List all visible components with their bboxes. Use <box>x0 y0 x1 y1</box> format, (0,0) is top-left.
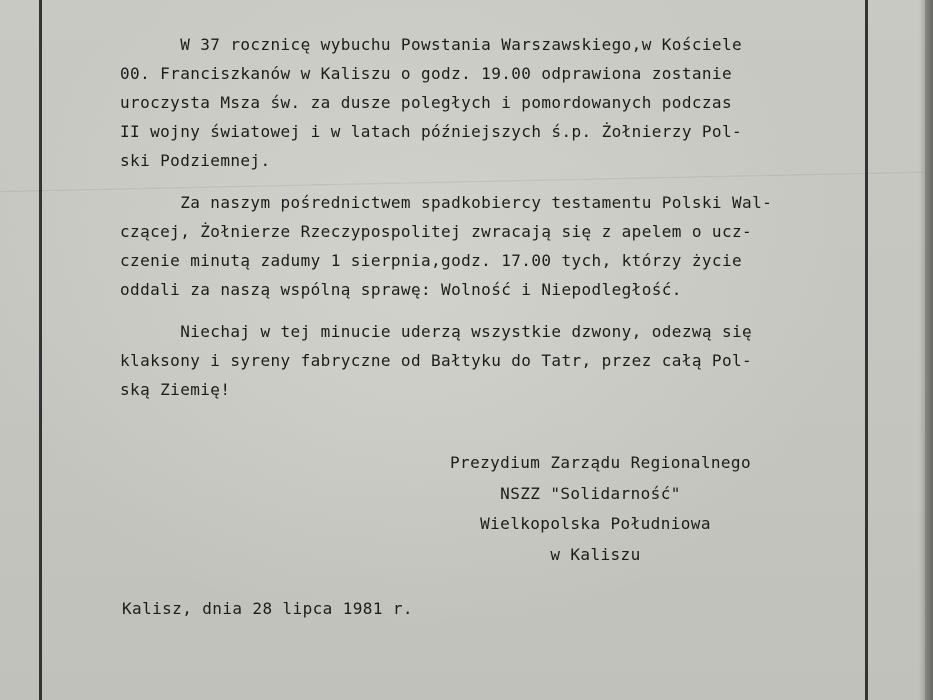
text-line: czącej, Żołnierze Rzeczypospolitej zwracają się z apelem o ucz- <box>120 222 753 241</box>
paragraph-gap <box>120 304 820 317</box>
signature-line: Wielkopolska Południowa <box>450 514 711 533</box>
text-line: II wojny światowej i w latach późniejszych ś.p. Żołnierzy Pol- <box>120 122 743 141</box>
paragraph-1 <box>120 30 820 175</box>
paragraph-gap <box>120 175 820 188</box>
date-place-line: Kalisz, dnia 28 lipca 1981 r. <box>122 599 413 618</box>
text-line: ską Ziemię! <box>120 380 231 399</box>
text-line: klaksony i syreny fabryczne od Bałtyku do Tatr, przez całą Pol- <box>120 351 753 370</box>
text-line: Niechaj w tej minucie uderzą wszystkie dzwony, odezwą się <box>120 322 753 341</box>
right-border-line <box>865 0 868 700</box>
signature-block <box>450 448 790 570</box>
text-line: oddali za naszą wspólną sprawę: Wolność i Niepodległość. <box>120 280 682 299</box>
text-line: W 37 rocznicę wybuchu Powstania Warszawskiego,w Kościele <box>120 35 743 54</box>
text-line: czenie minutą zadumy 1 sierpnia,godz. 17.00 tych, którzy życie <box>120 251 743 270</box>
text-line: Za naszym pośrednictwem spadkobiercy testamentu Polski Wal- <box>120 193 773 212</box>
page-edge-shadow <box>919 0 933 700</box>
paragraph-2 <box>120 188 820 304</box>
left-border-line <box>39 0 42 700</box>
text-line: ski Podziemnej. <box>120 151 271 170</box>
body-text <box>120 30 820 404</box>
signature-line: NSZZ "Solidarność" <box>450 483 681 503</box>
signature-line: Prezydium Zarządu Regionalnego <box>450 453 751 472</box>
paragraph-3 <box>120 317 820 404</box>
signature-line: w Kaliszu <box>450 544 641 564</box>
text-line: 00. Franciszkanów w Kaliszu o godz. 19.00 odprawiona zostanie <box>120 64 733 83</box>
text-line: uroczysta Msza św. za dusze poległych i pomordowanych podczas <box>120 93 733 112</box>
